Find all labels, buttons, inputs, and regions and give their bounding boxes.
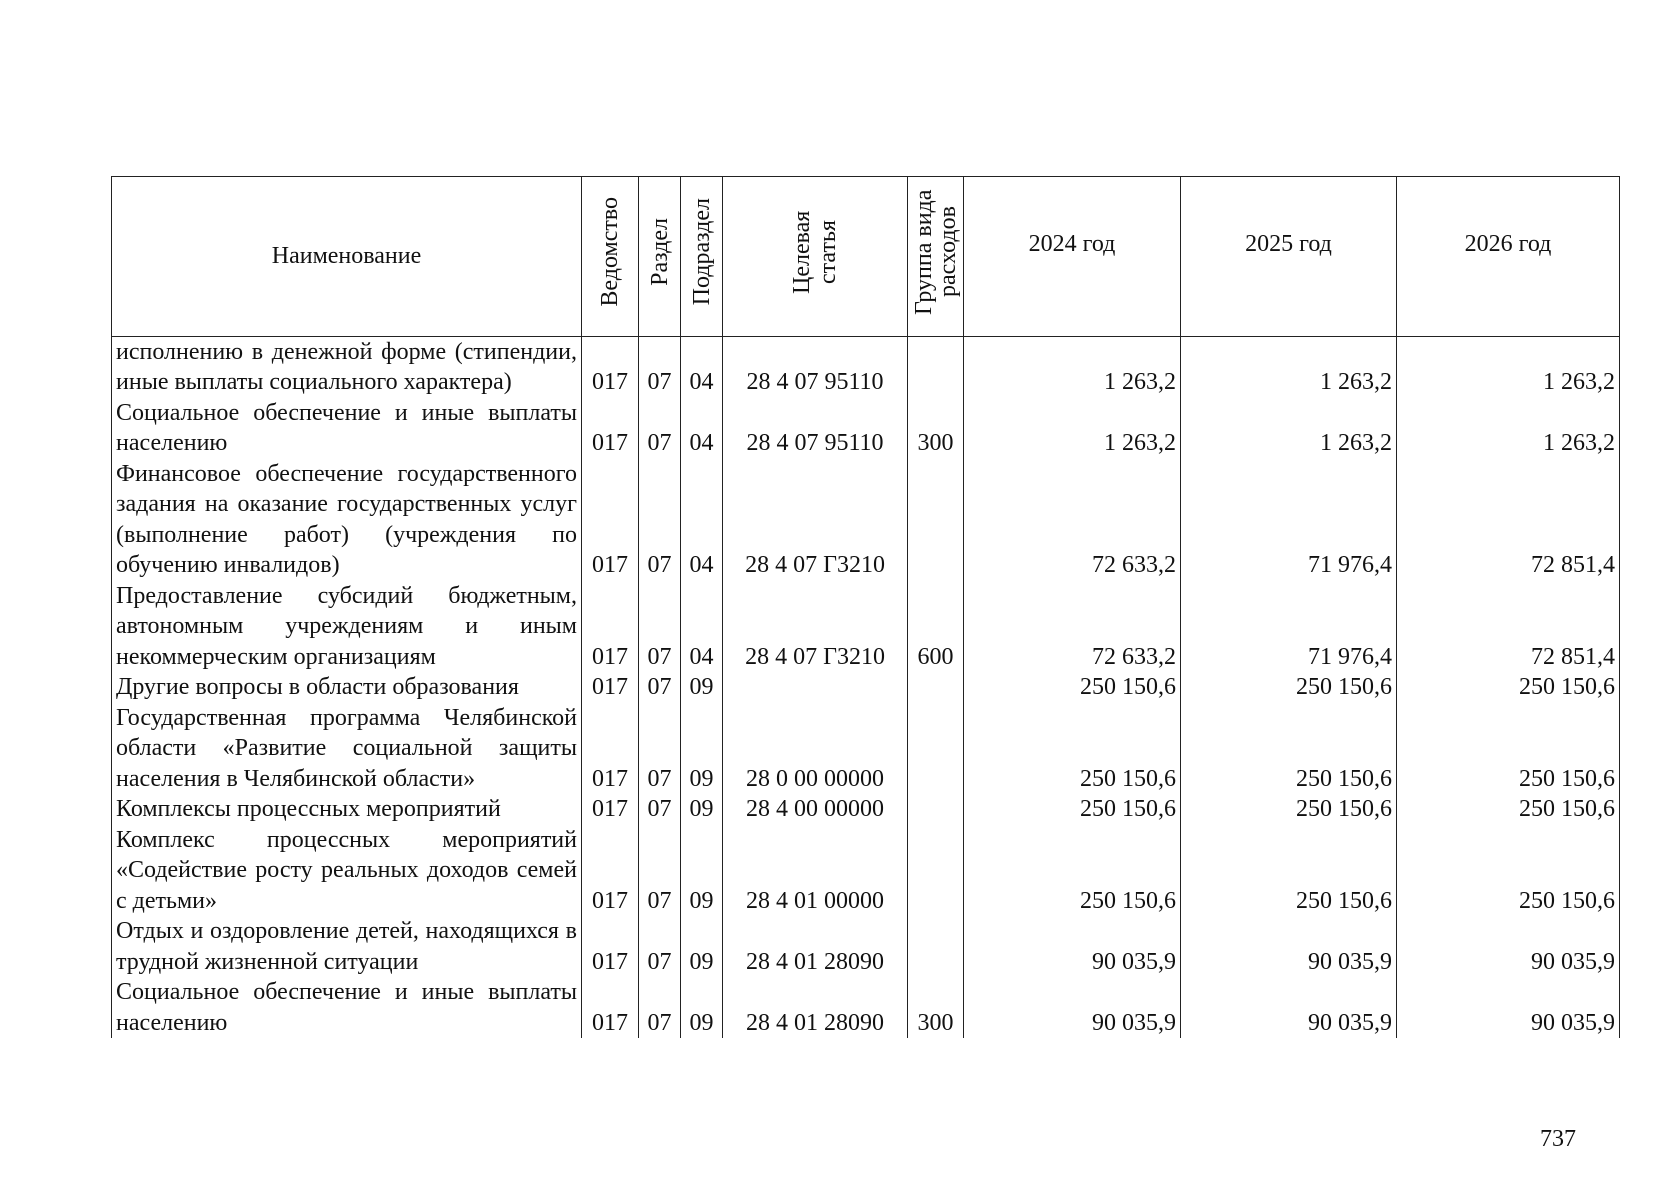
cell-name: Социальное обеспечение и иные выплаты населению [112, 398, 582, 459]
cell-2026: 250 150,6 [1397, 794, 1620, 825]
table-row [112, 977, 1620, 1038]
cell-group [908, 459, 964, 581]
cell-vedomstvo: 017 [582, 703, 639, 795]
cell-name: Другие вопросы в области образования [112, 672, 582, 703]
cell-2024: 250 150,6 [964, 794, 1181, 825]
table-row [112, 825, 1620, 917]
budget-table [111, 176, 1620, 1038]
cell-target [723, 672, 908, 703]
cell-2024: 250 150,6 [964, 825, 1181, 917]
cell-target: 28 4 07 Г3210 [723, 459, 908, 581]
table-row [112, 794, 1620, 825]
header-group: Группа вида расходов [908, 177, 964, 337]
cell-razdel: 07 [639, 672, 681, 703]
cell-2024: 1 263,2 [964, 398, 1181, 459]
cell-2025: 250 150,6 [1181, 794, 1397, 825]
cell-2025: 250 150,6 [1181, 703, 1397, 795]
cell-name: Государственная программа Челябинской области «Развитие социальной защиты населения в Челябинской области» [112, 703, 582, 795]
cell-2025: 90 035,9 [1181, 916, 1397, 977]
cell-group: 300 [908, 977, 964, 1038]
cell-2026: 1 263,2 [1397, 336, 1620, 398]
cell-2024: 1 263,2 [964, 336, 1181, 398]
header-razdel: Раздел [639, 177, 681, 337]
cell-2025: 90 035,9 [1181, 977, 1397, 1038]
cell-razdel: 07 [639, 398, 681, 459]
cell-razdel: 07 [639, 977, 681, 1038]
cell-target: 28 4 00 00000 [723, 794, 908, 825]
cell-name: Социальное обеспечение и иные выплаты населению [112, 977, 582, 1038]
cell-name: исполнению в денежной форме (стипендии, иные выплаты социального характера) [112, 336, 582, 398]
cell-2025: 71 976,4 [1181, 581, 1397, 673]
cell-2026: 90 035,9 [1397, 977, 1620, 1038]
cell-2026: 250 150,6 [1397, 703, 1620, 795]
cell-2025: 250 150,6 [1181, 825, 1397, 917]
cell-podrazdel: 09 [681, 916, 723, 977]
cell-group [908, 703, 964, 795]
header-podrazdel: Подраздел [681, 177, 723, 337]
cell-group: 300 [908, 398, 964, 459]
cell-target: 28 4 01 28090 [723, 916, 908, 977]
cell-2026: 72 851,4 [1397, 459, 1620, 581]
cell-2025: 250 150,6 [1181, 672, 1397, 703]
cell-name: Комплекс процессных мероприятий «Содействие росту реальных доходов семей с детьми» [112, 825, 582, 917]
cell-2024: 250 150,6 [964, 672, 1181, 703]
table-row [112, 672, 1620, 703]
cell-vedomstvo: 017 [582, 825, 639, 917]
cell-podrazdel: 04 [681, 398, 723, 459]
cell-podrazdel: 04 [681, 459, 723, 581]
table-body [112, 336, 1620, 1038]
cell-razdel: 07 [639, 916, 681, 977]
cell-group: 600 [908, 581, 964, 673]
cell-2025: 1 263,2 [1181, 398, 1397, 459]
table-row [112, 336, 1620, 398]
cell-razdel: 07 [639, 336, 681, 398]
cell-name: Финансовое обеспечение государственного задания на оказание государственных услуг (выполнение работ) (учреждения по обучению инвалидов) [112, 459, 582, 581]
cell-vedomstvo: 017 [582, 794, 639, 825]
cell-podrazdel: 04 [681, 581, 723, 673]
cell-group [908, 794, 964, 825]
table-row [112, 703, 1620, 795]
cell-2026: 1 263,2 [1397, 398, 1620, 459]
header-year-2024: 2024 год [964, 177, 1181, 337]
header-target: Целевая статья [723, 177, 908, 337]
cell-group [908, 336, 964, 398]
cell-vedomstvo: 017 [582, 672, 639, 703]
page-number: 737 [1540, 1126, 1576, 1152]
table-row [112, 581, 1620, 673]
cell-vedomstvo: 017 [582, 581, 639, 673]
cell-podrazdel: 04 [681, 336, 723, 398]
cell-2025: 71 976,4 [1181, 459, 1397, 581]
cell-group [908, 672, 964, 703]
cell-razdel: 07 [639, 825, 681, 917]
cell-vedomstvo: 017 [582, 398, 639, 459]
cell-vedomstvo: 017 [582, 977, 639, 1038]
table-row [112, 398, 1620, 459]
cell-2024: 250 150,6 [964, 703, 1181, 795]
cell-name: Предоставление субсидий бюджетным, автономным учреждениям и иным некоммерческим организациям [112, 581, 582, 673]
cell-2026: 250 150,6 [1397, 825, 1620, 917]
cell-2026: 72 851,4 [1397, 581, 1620, 673]
cell-razdel: 07 [639, 459, 681, 581]
cell-podrazdel: 09 [681, 672, 723, 703]
cell-2024: 90 035,9 [964, 916, 1181, 977]
cell-podrazdel: 09 [681, 825, 723, 917]
cell-2026: 250 150,6 [1397, 672, 1620, 703]
table-row [112, 459, 1620, 581]
cell-vedomstvo: 017 [582, 459, 639, 581]
header-vedomstvo: Ведомство [582, 177, 639, 337]
cell-name: Комплексы процессных мероприятий [112, 794, 582, 825]
cell-target: 28 4 07 Г3210 [723, 581, 908, 673]
cell-group [908, 916, 964, 977]
cell-2024: 72 633,2 [964, 459, 1181, 581]
cell-vedomstvo: 017 [582, 916, 639, 977]
cell-2025: 1 263,2 [1181, 336, 1397, 398]
cell-podrazdel: 09 [681, 703, 723, 795]
header-year-2026: 2026 год [1397, 177, 1620, 337]
cell-podrazdel: 09 [681, 977, 723, 1038]
cell-2024: 72 633,2 [964, 581, 1181, 673]
cell-target: 28 4 01 28090 [723, 977, 908, 1038]
cell-target: 28 4 07 95110 [723, 398, 908, 459]
header-year-2025: 2025 год [1181, 177, 1397, 337]
cell-target: 28 4 07 95110 [723, 336, 908, 398]
cell-group [908, 825, 964, 917]
cell-razdel: 07 [639, 794, 681, 825]
cell-razdel: 07 [639, 703, 681, 795]
header-name: Наименование [112, 177, 582, 337]
table-header-row [112, 177, 1620, 337]
cell-target: 28 4 01 00000 [723, 825, 908, 917]
cell-name: Отдых и оздоровление детей, находящихся в трудной жизненной ситуации [112, 916, 582, 977]
cell-2026: 90 035,9 [1397, 916, 1620, 977]
table-row [112, 916, 1620, 977]
cell-razdel: 07 [639, 581, 681, 673]
cell-target: 28 0 00 00000 [723, 703, 908, 795]
cell-2024: 90 035,9 [964, 977, 1181, 1038]
cell-vedomstvo: 017 [582, 336, 639, 398]
cell-podrazdel: 09 [681, 794, 723, 825]
